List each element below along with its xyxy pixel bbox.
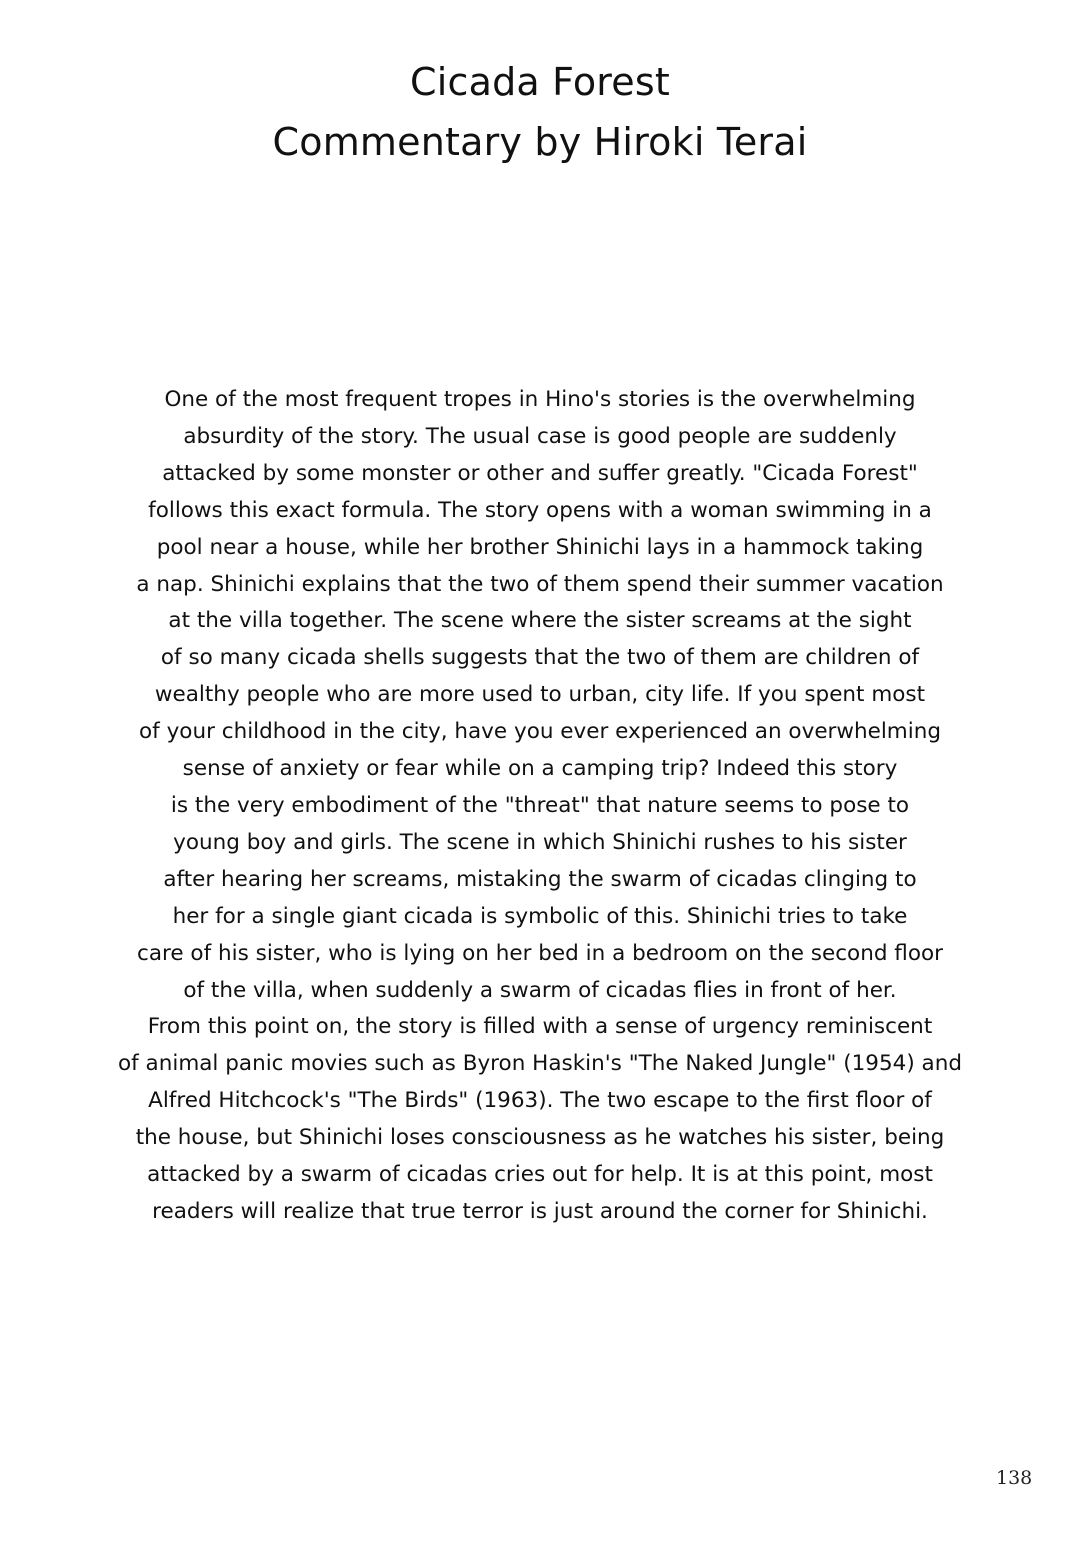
- body-line: her for a single giant cicada is symbolic of this. Shinichi tries to take: [172, 903, 908, 929]
- body-line: readers will realize that true terror is just around the corner for Shinichi.: [152, 1198, 928, 1224]
- body-line: wealthy people who are more used to urban, city life. If you spent most: [154, 682, 926, 708]
- body-line: of animal panic movies such as Byron Haskin's "The Naked Jungle" (1954) and: [117, 1051, 962, 1077]
- commentary-body: [80, 382, 1000, 1231]
- title-line-2: Commentary by Hiroki Terai: [272, 120, 808, 164]
- body-line: Alfred Hitchcock's "The Birds" (1963). The two escape to the first floor of: [148, 1088, 932, 1114]
- body-line: attacked by a swarm of cicadas cries out for help. It is at this point, most: [147, 1162, 933, 1188]
- body-line: of so many cicada shells suggests that the two of them are children of: [160, 645, 920, 671]
- body-line: follows this exact formula. The story opens with a woman swimming in a: [148, 497, 932, 523]
- page-number: 138: [996, 1467, 1033, 1489]
- title-line-1: Cicada Forest: [410, 60, 670, 104]
- body-line: young boy and girls. The scene in which Shinichi rushes to his sister: [173, 829, 907, 855]
- body-line: of your childhood in the city, have you ever experienced an overwhelming: [139, 719, 941, 745]
- body-line: pool near a house, while her brother Shinichi lays in a hammock taking: [156, 534, 924, 560]
- body-line: absurdity of the story. The usual case is good people are suddenly: [183, 423, 897, 449]
- body-line: is the very embodiment of the "threat" that nature seems to pose to: [170, 792, 910, 818]
- body-line: a nap. Shinichi explains that the two of them spend their summer vacation: [136, 571, 944, 597]
- body-line: after hearing her screams, mistaking the swarm of cicadas clinging to: [163, 866, 917, 892]
- body-line: care of his sister, who is lying on her bed in a bedroom on the second floor: [137, 940, 943, 966]
- body-line: of the villa, when suddenly a swarm of cicadas flies in front of her.: [183, 977, 897, 1003]
- page-title: [0, 52, 1080, 172]
- body-line: sense of anxiety or fear while on a camping trip? Indeed this story: [182, 756, 898, 782]
- body-line: at the villa together. The scene where the sister screams at the sight: [168, 608, 912, 634]
- body-line: attacked by some monster or other and suffer greatly. "Cicada Forest": [162, 460, 918, 486]
- body-line: One of the most frequent tropes in Hino's stories is the overwhelming: [164, 387, 916, 412]
- body-line: the house, but Shinichi loses consciousness as he watches his sister, being: [135, 1125, 945, 1151]
- body-line: From this point on, the story is filled with a sense of urgency reminiscent: [147, 1014, 933, 1040]
